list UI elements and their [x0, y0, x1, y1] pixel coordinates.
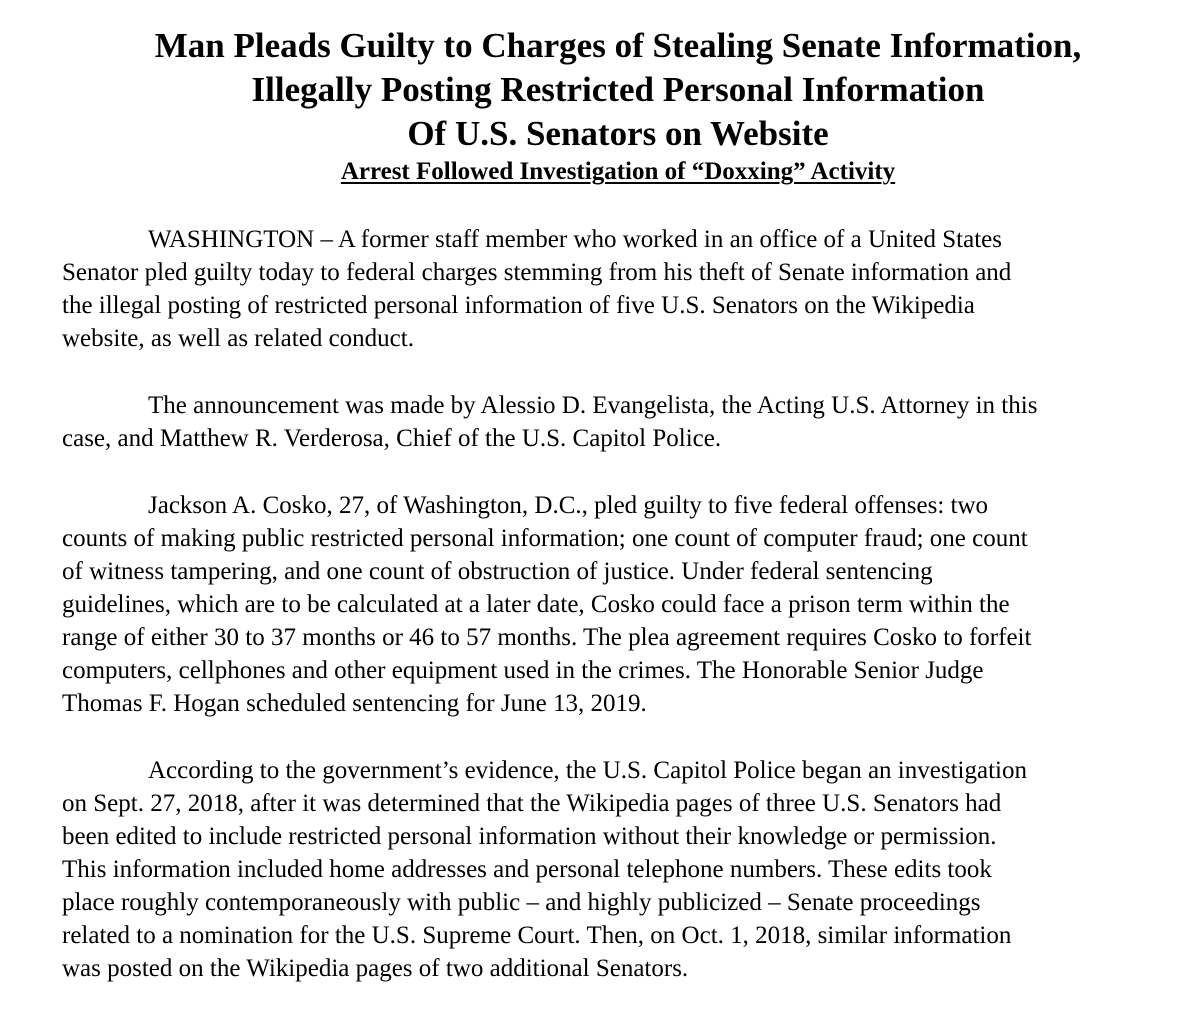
- paragraph-line: been edited to include restricted personal information without their knowledge or permission.: [62, 823, 997, 850]
- paragraph-line: The announcement was made by Alessio D. Evangelista, the Acting U.S. Attorney in this: [148, 392, 1038, 419]
- paragraph-line: Jackson A. Cosko, 27, of Washington, D.C., pled guilty to five federal offenses: two: [148, 492, 989, 519]
- paragraph-2: [62, 389, 1187, 455]
- headline-line-1: Man Pleads Guilty to Charges of Stealing Senate Information,: [154, 26, 1082, 65]
- headline-line-2: Illegally Posting Restricted Personal Information: [251, 70, 985, 109]
- paragraph-3: [62, 489, 1187, 720]
- paragraph-line: related to a nomination for the U.S. Supreme Court. Then, on Oct. 1, 2018, similar information: [62, 922, 1012, 949]
- paragraph-line: place roughly contemporaneously with public – and highly publicized – Senate proceedings: [62, 889, 981, 916]
- paragraph-line: range of either 30 to 37 months or 46 to 57 months. The plea agreement requires Cosko to forfeit: [62, 624, 1032, 651]
- paragraph-line: Thomas F. Hogan scheduled sentencing for June 13, 2019.: [62, 690, 647, 717]
- article-body: [62, 223, 1187, 1019]
- paragraph-line: counts of making public restricted personal information; one count of computer fraud; one count: [62, 525, 1028, 552]
- paragraph-line: the illegal posting of restricted personal information of five U.S. Senators on the Wikipedia: [62, 292, 975, 319]
- paragraph-line: of witness tampering, and one count of obstruction of justice. Under federal sentencing: [62, 558, 933, 585]
- headline-line-3: Of U.S. Senators on Website: [407, 114, 829, 153]
- paragraph-line: website, as well as related conduct.: [62, 325, 414, 352]
- paragraph-4: [62, 754, 1187, 985]
- paragraph-line: WASHINGTON – A former staff member who worked in an office of a United States: [148, 226, 1002, 253]
- paragraph-1: [62, 223, 1187, 355]
- subheadline: Arrest Followed Investigation of “Doxxing” Activity: [340, 158, 896, 185]
- paragraph-line: Senator pled guilty today to federal charges stemming from his theft of Senate information and: [62, 259, 1012, 286]
- paragraph-line: This information included home addresses and personal telephone numbers. These edits took: [62, 856, 992, 883]
- paragraph-line: guidelines, which are to be calculated at a later date, Cosko could face a prison term within the: [62, 591, 1010, 618]
- paragraph-line: was posted on the Wikipedia pages of two additional Senators.: [62, 955, 689, 982]
- paragraph-line: case, and Matthew R. Verderosa, Chief of the U.S. Capitol Police.: [62, 425, 722, 452]
- headline-block: [0, 24, 1200, 188]
- paragraph-line: According to the government’s evidence, the U.S. Capitol Police began an investigation: [148, 757, 1027, 784]
- paragraph-line: on Sept. 27, 2018, after it was determined that the Wikipedia pages of three U.S. Senators had: [62, 790, 1002, 817]
- paragraph-line: computers, cellphones and other equipment used in the crimes. The Honorable Senior Judge: [62, 657, 984, 684]
